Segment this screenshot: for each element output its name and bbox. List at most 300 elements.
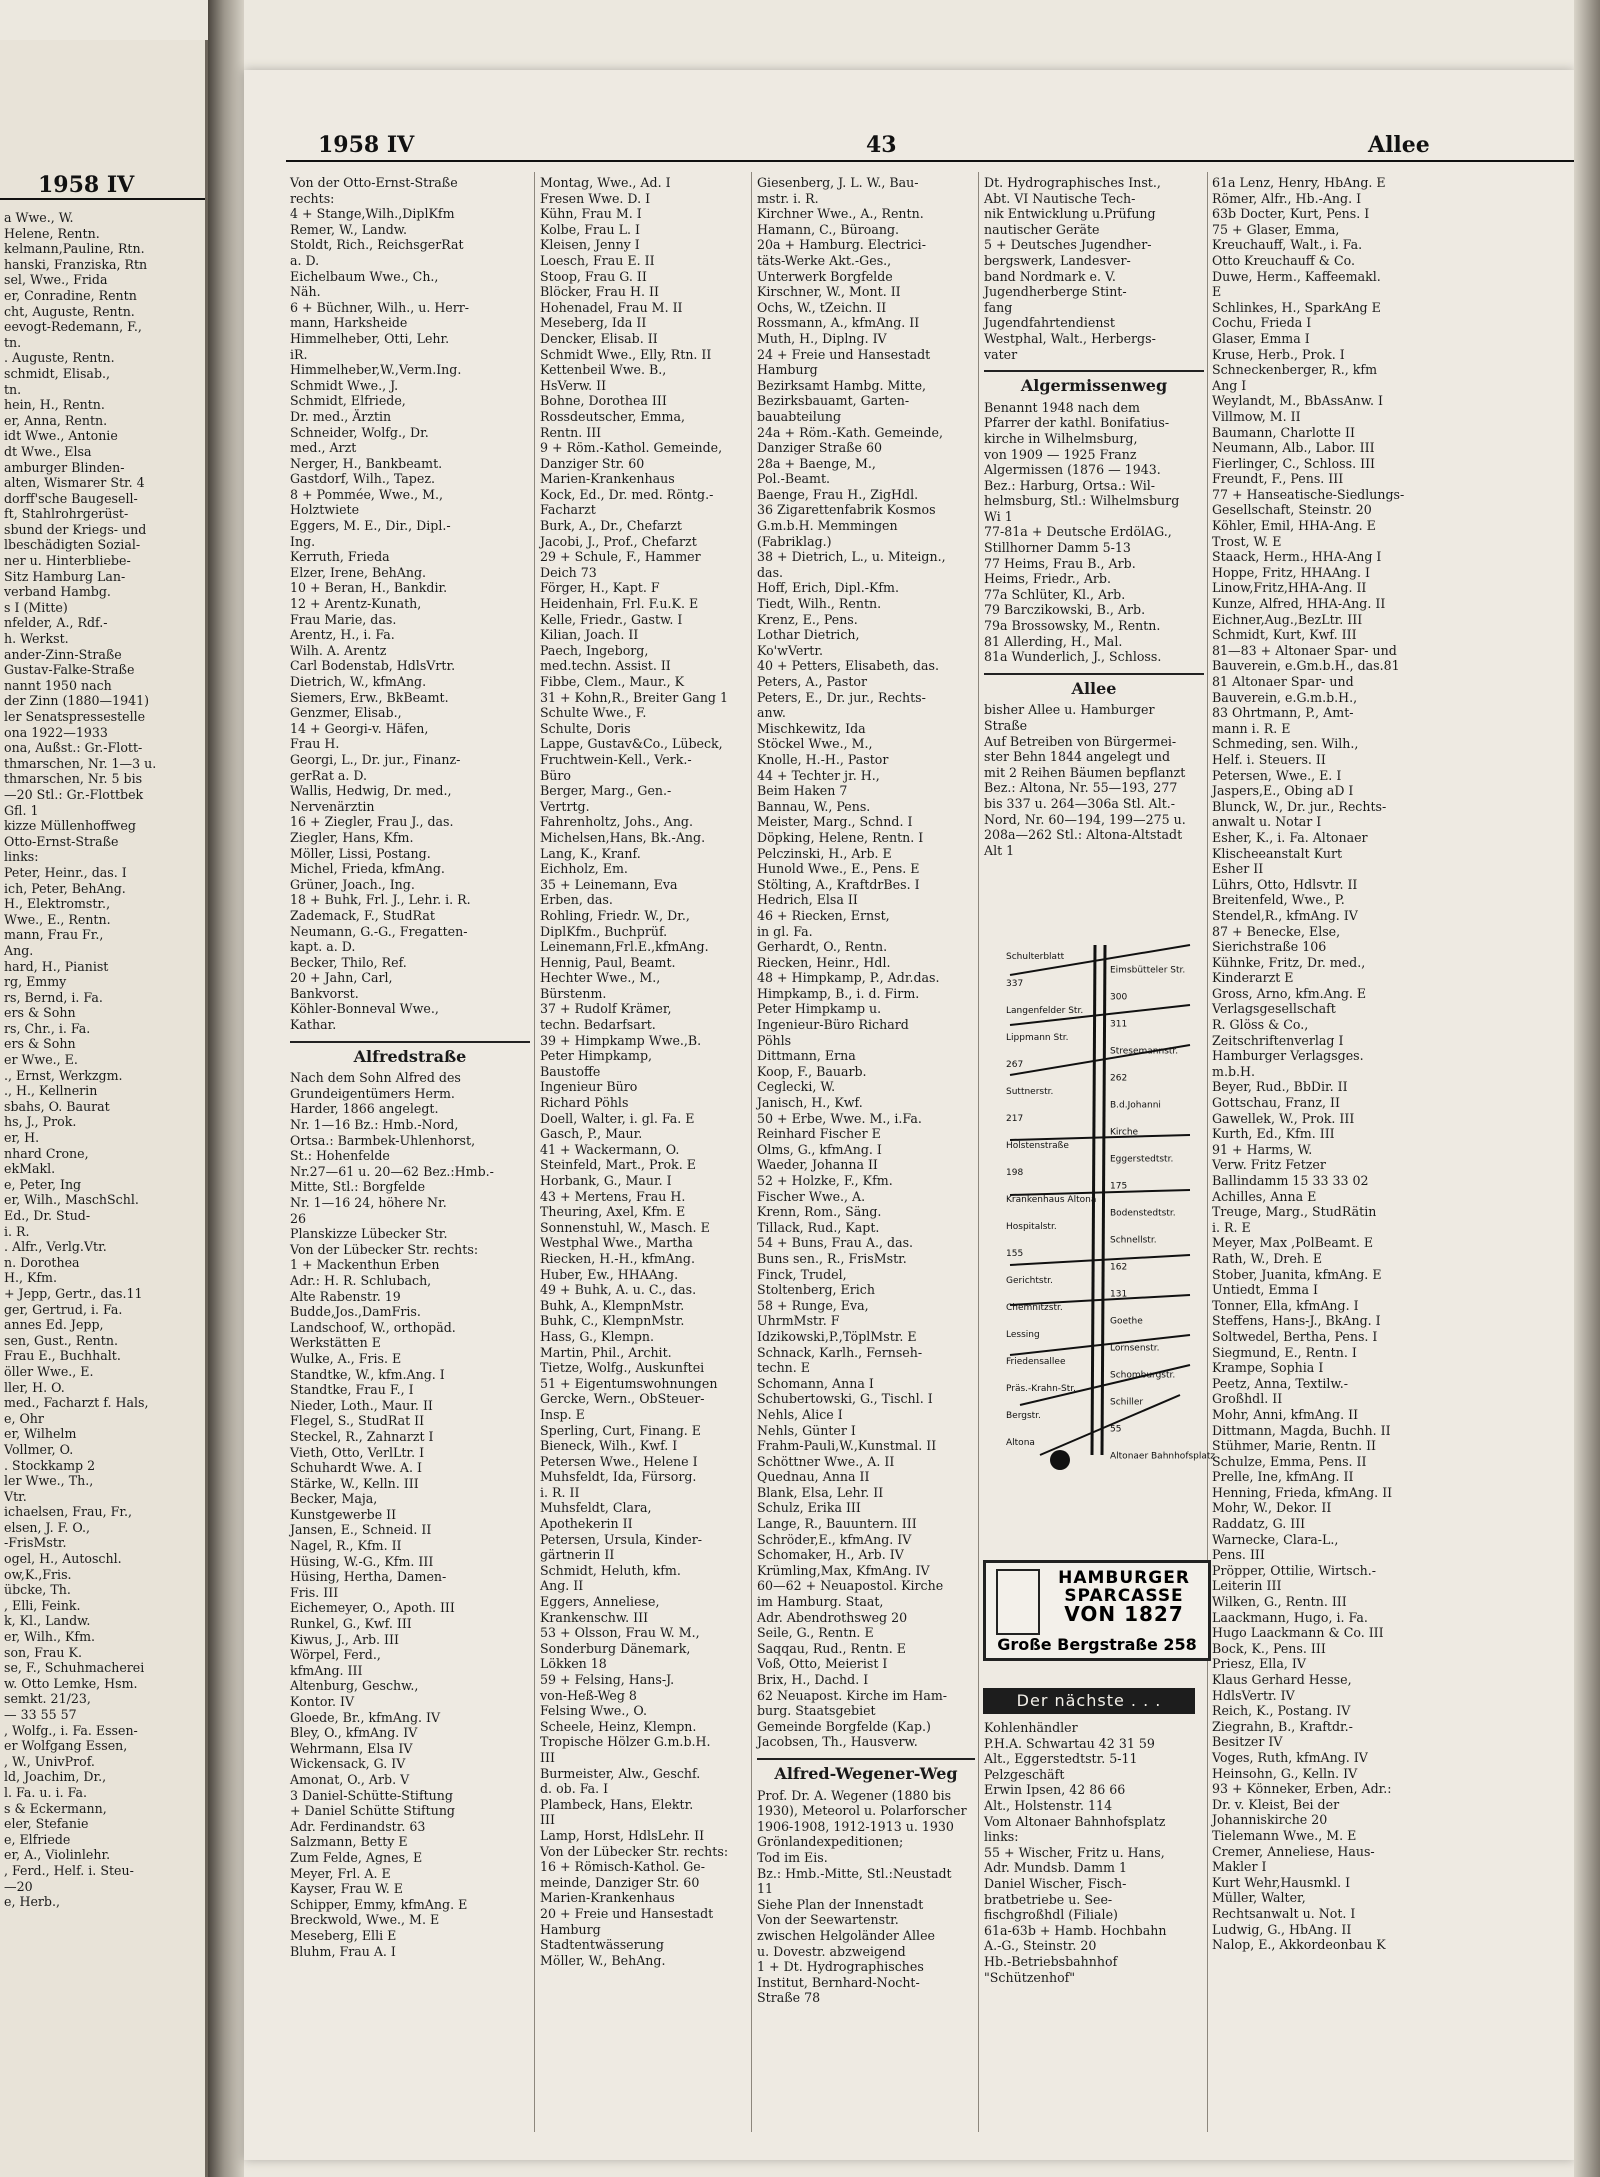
directory-entry: Gfl. 1	[4, 802, 39, 818]
directory-entry: Kruse, Herb., Prok. I	[1212, 346, 1345, 362]
directory-entry: Eichner,Aug.,BezLtr. III	[1212, 611, 1363, 627]
directory-entry: w. Otto Lemke, Hsm.	[4, 1675, 138, 1691]
directory-entry: übcke, Th.	[4, 1582, 71, 1598]
directory-entry: E	[1212, 284, 1222, 300]
directory-entry: , W., UnivProf.	[4, 1753, 95, 1769]
directory-entry: 81 Altonaer Spar- und	[1212, 674, 1354, 689]
map-label: 217	[1006, 1114, 1024, 1124]
directory-entry: 53 + Olsson, Frau W. M.,	[540, 1625, 700, 1641]
directory-entry: Hedrich, Elsa II	[757, 892, 858, 908]
directory-entry: Siegmund, E., Rentn. I	[1212, 1344, 1357, 1360]
directory-entry: Buns sen., R., FrisMstr.	[757, 1250, 907, 1266]
map-label: 262	[1110, 1073, 1128, 1084]
directory-entry: im Hamburg. Staat,	[757, 1594, 884, 1610]
directory-entry: Frau E., Buchhalt.	[4, 1348, 121, 1364]
directory-entry: Rohling, Friedr. W., Dr.,	[540, 907, 690, 923]
directory-entry: Warnecke, Clara-L.,	[1212, 1531, 1339, 1547]
directory-entry: 35 + Leinemann, Eva	[540, 876, 678, 892]
directory-entry: idt Wwe., Antonie	[4, 428, 118, 444]
directory-entry: mann, Harksheide	[290, 315, 408, 331]
directory-entry: Verlagsgesellschaft	[1212, 1001, 1336, 1017]
directory-entry: 1 + Mackenthun Erben	[290, 1257, 440, 1273]
sparkasse-advertisement	[983, 1560, 1211, 1661]
directory-entry: Henning, Frieda, kfmAng. II	[1212, 1484, 1393, 1500]
directory-entry: 77-81a + Deutsche ErdölAG.,	[984, 524, 1172, 540]
directory-entry: . Auguste, Rentn.	[4, 350, 115, 366]
directory-entry: Schneckenberger, R., kfm	[1212, 362, 1378, 378]
directory-entry: Planskizze Lübecker Str.	[290, 1226, 448, 1242]
directory-entry: Danziger Str. 60	[540, 455, 645, 471]
directory-entry: Wickensack, G. IV	[290, 1756, 406, 1772]
directory-entry: Nr. 1—16 Bz.: Hmb.-Nord,	[290, 1117, 459, 1133]
directory-entry: ekMakl.	[4, 1161, 56, 1177]
directory-entry: Müller, Walter,	[1212, 1890, 1306, 1906]
directory-entry: hs, J., Prok.	[4, 1114, 77, 1130]
directory-column-1	[290, 175, 530, 2115]
directory-entry: 46 + Riecken, Ernst,	[757, 907, 890, 923]
directory-entry: Sperling, Curt, Finang. E	[540, 1422, 701, 1438]
directory-entry: Bez.: Altona, Nr. 55—193, 277	[984, 780, 1178, 796]
directory-entry: meinde, Danziger Str. 60	[540, 1874, 700, 1890]
directory-entry: . Stockkamp 2	[4, 1457, 96, 1473]
directory-entry: Kayser, Frau W. E	[290, 1881, 403, 1897]
directory-entry: Tietze, Wolfg., Auskunftei	[540, 1360, 705, 1376]
directory-entry: Krankenschw. III	[540, 1609, 649, 1625]
directory-entry: 40 + Petters, Elisabeth, das.	[757, 658, 939, 674]
directory-entry: Peters, E., Dr. jur., Rechts-	[757, 689, 926, 705]
directory-entry: Heinsohn, G., Kelln. IV	[1212, 1765, 1358, 1781]
directory-entry: mstr. i. R.	[757, 190, 819, 206]
directory-entry: ., Ernst, Werkzgm.	[4, 1067, 123, 1083]
directory-entry: Ludwig, G., HbAng. II	[1212, 1921, 1352, 1937]
directory-entry: Hohenadel, Frau M. II	[540, 299, 683, 315]
directory-entry: Lappe, Gustav&Co., Lübeck,	[540, 736, 723, 752]
directory-entry: Prelle, Ine, kfmAng. II	[1212, 1469, 1354, 1485]
directory-entry: Nieder, Loth., Maur. II	[290, 1397, 433, 1413]
directory-entry: III	[540, 1749, 555, 1765]
directory-entry: er, Wilh., MaschSchl.	[4, 1192, 139, 1208]
directory-entry: s & Eckermann,	[4, 1800, 107, 1816]
directory-entry: 79 Barczikowski, B., Arb.	[984, 602, 1146, 618]
directory-entry: Ochs, W., tZeichn. II	[757, 299, 887, 315]
directory-entry: mann, Frau Fr.,	[4, 927, 104, 943]
directory-entry: Kreuchauff, Walt., i. Fa.	[1212, 237, 1363, 253]
left-page-column	[4, 210, 200, 2160]
directory-entry: -FrisMstr.	[4, 1535, 67, 1551]
directory-entry: Kurt Wehr,Hausmkl. I	[1212, 1874, 1351, 1890]
map-label: Bergstr.	[1006, 1411, 1041, 1421]
directory-entry: 14 + Georgi-v. Häfen,	[290, 720, 429, 736]
directory-entry: der Zinn (1880—1941)	[4, 693, 150, 709]
directory-entry: Burmeister, Alw., Geschf.	[540, 1765, 701, 1781]
directory-entry: 48 + Himpkamp, P., Adr.das.	[757, 970, 940, 986]
directory-entry: Jacobsen, Th., Hausverw.	[757, 1734, 918, 1750]
directory-entry: von-Heß-Weg 8	[540, 1687, 637, 1703]
directory-entry: Muhsfeldt, Clara,	[540, 1500, 652, 1516]
directory-entry: er Wolfgang Essen,	[4, 1738, 128, 1754]
directory-entry: Seile, G., Rentn. E	[757, 1625, 874, 1641]
directory-entry: Jaspers,E., Obing aD I	[1212, 783, 1354, 799]
directory-entry: kapt. a. D.	[290, 939, 356, 955]
directory-entry: Frau H.	[290, 736, 340, 752]
directory-entry: i. R. II	[540, 1484, 580, 1500]
directory-entry: Hüsing, W.-G., Kfm. III	[290, 1553, 434, 1569]
directory-entry: Lothar Dietrich,	[757, 627, 860, 643]
directory-entry: Stärke, W., Kelln. III	[290, 1475, 419, 1491]
directory-entry: Schomann, Anna I	[757, 1375, 874, 1391]
directory-entry: bauabteilung	[757, 408, 842, 424]
directory-entry: Facharzt	[540, 502, 596, 518]
directory-entry: Rossmann, A., kfmAng. II	[757, 315, 920, 331]
directory-entry: Algermissen (1876 — 1943.	[984, 462, 1161, 478]
directory-entry: Gerhardt, O., Rentn.	[757, 939, 888, 955]
directory-entry: Adr.: H. R. Schlubach,	[290, 1272, 432, 1288]
directory-entry: Muth, H., Diplng. IV	[757, 330, 887, 346]
directory-entry: Hunold Wwe., E., Pens. E	[757, 861, 920, 877]
directory-entry: Grundeigentümers Herm.	[290, 1085, 455, 1101]
directory-entry: Großhdl. II	[1212, 1391, 1283, 1407]
directory-entry: 1 + Dt. Hydrographisches	[757, 1959, 924, 1975]
directory-entry: Untiedt, Emma I	[1212, 1282, 1318, 1298]
directory-entry: Schipper, Emmy, kfmAng. E	[290, 1896, 468, 1912]
directory-entry: Neumann, G.-G., Fregatten-	[290, 923, 468, 939]
directory-entry: Daniel Wischer, Fisch-	[984, 1875, 1127, 1891]
column-rule	[751, 172, 752, 2132]
directory-entry: Loesch, Frau E. II	[540, 252, 655, 268]
map-label: Eggerstedtstr.	[1110, 1154, 1174, 1165]
map-label: Lessing	[1006, 1330, 1040, 1340]
directory-entry: Schubertowski, G., Tischl. I	[757, 1391, 933, 1407]
directory-entry: Krenz, E., Pens.	[757, 611, 858, 627]
directory-entry: Eggers, Anneliese,	[540, 1594, 660, 1610]
directory-entry: Hass, G., Klempn.	[540, 1328, 655, 1344]
directory-entry: bergswerk, Landesver-	[984, 252, 1131, 268]
directory-entry: Besitzer IV	[1212, 1734, 1283, 1750]
directory-entry: ichaelsen, Frau, Fr.,	[4, 1504, 132, 1520]
directory-entry: Wulke, A., Fris. E	[290, 1350, 402, 1366]
directory-entry: Weylandt, M., BbAssAnw. I	[1212, 393, 1383, 409]
directory-entry: Tillack, Rud., Kapt.	[757, 1219, 880, 1235]
map-label: Schnellstr.	[1110, 1235, 1157, 1246]
map-label: Stresemannstr.	[1110, 1046, 1179, 1057]
directory-entry: Nord, Nr. 60—194, 199—275 u.	[984, 811, 1186, 827]
directory-entry: Grönlandexpeditionen;	[757, 1834, 904, 1850]
directory-entry: Lang, K., Kranf.	[540, 845, 641, 861]
directory-entry: 39 + Himpkamp Wwe.,B.	[540, 1032, 702, 1048]
directory-entry: Ceglecki, W.	[757, 1079, 836, 1095]
directory-entry: Ingenieur Büro	[540, 1079, 638, 1095]
directory-entry: Möller, W., BehAng.	[540, 1952, 666, 1968]
directory-entry: Vom Altonaer Bahnhofsplatz	[984, 1813, 1166, 1829]
directory-entry: 26	[290, 1210, 307, 1226]
directory-entry: Kelle, Friedr., Gastw. I	[540, 611, 683, 627]
map-label: Schomburgstr.	[1110, 1370, 1176, 1381]
directory-entry: Runkel, G., Kwf. III	[290, 1616, 412, 1632]
directory-entry: Kohlenhändler	[984, 1720, 1078, 1735]
directory-entry: Schulze, Emma, Pens. II	[1212, 1453, 1367, 1469]
directory-entry: annes Ed. Jepp,	[4, 1317, 104, 1333]
directory-entry: 4 + Stange,Wilh.,DiplKfm	[290, 206, 455, 222]
directory-entry: III	[540, 1812, 555, 1828]
directory-entry: Otto-Ernst-Straße	[4, 833, 119, 849]
directory-entry: Von der Lübecker Str. rechts:	[540, 1843, 729, 1859]
map-label: Gerichtstr.	[1006, 1276, 1053, 1286]
map-label: Bodenstedtstr.	[1110, 1208, 1176, 1219]
directory-entry: Gloede, Br., kfmAng. IV	[290, 1709, 441, 1725]
map-label: 155	[1006, 1249, 1024, 1259]
directory-entry: Mitte, Stl.: Borgfelde	[290, 1179, 426, 1195]
directory-entry: elsen, J. F. O.,	[4, 1519, 90, 1535]
directory-entry: Fris. III	[290, 1584, 339, 1600]
directory-entry: dt Wwe., Elsa	[4, 443, 92, 459]
directory-entry: links:	[984, 1829, 1019, 1845]
directory-entry: Ziegrahn, B., Kraftdr.-	[1212, 1718, 1353, 1734]
directory-entry: er Wwe., E.	[4, 1052, 78, 1068]
directory-entry: Montag, Wwe., Ad. I	[540, 175, 671, 190]
directory-entry: Ingenieur-Büro Richard	[757, 1017, 909, 1033]
directory-entry: + Daniel Schütte Stiftung	[290, 1803, 455, 1819]
directory-entry: Salzmann, Betty E	[290, 1834, 408, 1850]
directory-entry: — 33 55 57	[4, 1707, 77, 1722]
directory-entry: Eichholz, Em.	[540, 861, 628, 877]
directory-entry: Nerger, H., Bankbeamt.	[290, 455, 443, 471]
directory-entry: eler, Stefanie	[4, 1816, 89, 1832]
directory-entry: Fibbe, Clem., Maur., K	[540, 674, 684, 689]
book-gutter	[208, 0, 244, 2177]
directory-entry: kirche in Wilhelmsburg,	[984, 430, 1138, 446]
directory-entry: Hamann, C., Büroang.	[757, 221, 900, 237]
directory-entry: Siemers, Erw., BkBeamt.	[290, 689, 449, 705]
directory-entry: er, A., Violinlehr.	[4, 1847, 111, 1863]
map-label: Schulterblatt	[1006, 952, 1065, 962]
directory-entry: Makler I	[1212, 1859, 1267, 1875]
directory-entry: Meseberg, Ida II	[540, 315, 647, 331]
directory-entry: Schomaker, H., Arb. IV	[757, 1547, 904, 1563]
directory-entry: Nalop, E., Akkordeonbau K	[1212, 1937, 1386, 1953]
directory-entry: Dr. med., Ärztin	[290, 408, 392, 424]
directory-entry: Kilian, Joach. II	[540, 627, 639, 643]
directory-entry: er, H.	[4, 1130, 40, 1146]
directory-entry: Achilles, Anna E	[1212, 1188, 1317, 1204]
left-page	[0, 40, 208, 2177]
directory-entry: Kunze, Alfred, HHA-Ang. II	[1212, 596, 1386, 612]
directory-entry: Brix, H., Dachd. I	[757, 1672, 869, 1687]
map-label: Hospitalstr.	[1006, 1222, 1057, 1232]
directory-entry: Meister, Marg., Schnd. I	[757, 814, 913, 830]
street-heading: Alfred-Wegener-Weg	[757, 1758, 975, 1782]
directory-entry: HsVerw. II	[540, 377, 607, 393]
directory-entry: Cremer, Anneliese, Haus-	[1212, 1843, 1375, 1859]
ad-line-2: SPARCASSE	[1064, 1586, 1184, 1606]
directory-entry: Tonner, Ella, kfmAng. I	[1212, 1297, 1359, 1313]
directory-entry: Bürstenm.	[540, 985, 607, 1001]
directory-entry: 5 + Deutsches Jugendher-	[984, 237, 1152, 253]
directory-entry: d. ob. Fa. I	[540, 1781, 609, 1797]
directory-entry: Peters, A., Pastor	[757, 674, 868, 689]
directory-entry: Buhk, A., KlempnMstr.	[540, 1297, 685, 1313]
directory-entry: Laackmann, Hugo, i. Fa.	[1212, 1609, 1368, 1625]
directory-entry: Becker, Thilo, Ref.	[290, 954, 407, 970]
directory-entry: Kirchner Wwe., A., Rentn.	[757, 206, 924, 222]
directory-entry: links:	[4, 849, 39, 865]
directory-entry: Ballindamm 15 33 33 02	[1212, 1173, 1369, 1188]
directory-entry: Freundt, F., Pens. III	[1212, 471, 1344, 487]
directory-entry: e, Herb.,	[4, 1894, 60, 1910]
directory-entry: Harder, 1866 angelegt.	[290, 1101, 439, 1117]
directory-entry: Hennig, Paul, Beamt.	[540, 954, 676, 970]
directory-entry: Klaus Gerhard Hesse,	[1212, 1672, 1352, 1687]
directory-entry: Baenge, Frau H., ZigHdl.	[757, 486, 919, 502]
directory-entry: Sonnenstuhl, W., Masch. E	[540, 1219, 710, 1235]
directory-entry: Paech, Ingeborg,	[540, 642, 649, 658]
directory-entry: Erben, das.	[540, 892, 613, 908]
directory-entry: Bezirksbauamt, Garten-	[757, 393, 910, 409]
directory-entry: Himpkamp, B., i. d. Firm.	[757, 985, 920, 1001]
column-rule	[534, 172, 535, 2132]
directory-entry: Otto Kreuchauff & Co.	[1212, 252, 1355, 268]
directory-entry: Esher II	[1212, 861, 1264, 877]
directory-entry: 58 + Runge, Eva,	[757, 1297, 869, 1313]
directory-entry: 29 + Schule, F., Hammer	[540, 549, 701, 565]
directory-entry: Baumann, Charlotte II	[1212, 424, 1355, 440]
directory-entry: Amonat, O., Arb. V	[290, 1771, 410, 1787]
directory-entry: Danziger Straße 60	[757, 440, 883, 456]
directory-entry: Kleisen, Jenny I	[540, 237, 640, 253]
map-label: Lornsenstr.	[1110, 1343, 1160, 1354]
ad-line-3: VON 1827	[1064, 1602, 1184, 1626]
directory-entry: Von der Seewartenstr.	[757, 1912, 899, 1928]
directory-entry: Erwin Ipsen, 42 86 66	[984, 1782, 1126, 1798]
directory-entry: Flegel, S., StudRat II	[290, 1413, 425, 1429]
directory-entry: Helf. i. Steuers. II	[1212, 751, 1326, 767]
directory-entry: Rossdeutscher, Emma,	[540, 408, 685, 424]
directory-entry: Rechtsanwalt u. Not. I	[1212, 1905, 1356, 1921]
directory-entry: H., Kfm.	[4, 1270, 58, 1286]
directory-entry: Bock, K., Pens. III	[1212, 1640, 1326, 1656]
directory-entry: Kurth, Ed., Kfm. III	[1212, 1126, 1335, 1142]
map-label: 267	[1006, 1060, 1024, 1070]
directory-entry: Blunck, W., Dr. jur., Rechts-	[1212, 798, 1387, 814]
directory-entry: ft, Stahlrohrgerüst-	[4, 506, 129, 522]
directory-entry: "Schützenhof"	[984, 1969, 1076, 1985]
directory-entry: 61a Lenz, Henry, HbAng. E	[1212, 175, 1386, 190]
directory-entry: Deich 73	[540, 564, 597, 580]
directory-entry: Staack, Herm., HHA-Ang I	[1212, 549, 1382, 565]
directory-entry: Fierlinger, C., Schloss. III	[1212, 455, 1376, 471]
directory-entry: Meyer, Max ,PolBeamt. E	[1212, 1235, 1374, 1251]
directory-entry: h. Werkst.	[4, 631, 69, 647]
directory-entry: —20	[4, 1878, 37, 1894]
directory-entry: Michelsen,Hans, Bk.-Ang.	[540, 829, 706, 845]
directory-entry: Helene, Rentn.	[4, 225, 100, 241]
directory-entry: Soltwedel, Bertha, Pens. I	[1212, 1328, 1378, 1344]
directory-entry: Nr. 1—16 24, höhere Nr.	[290, 1195, 447, 1210]
directory-entry: Kühnke, Fritz, Dr. med.,	[1212, 954, 1366, 970]
directory-entry: Eichelbaum Wwe., Ch.,	[290, 268, 439, 284]
directory-entry: Lamp, Horst, HdlsLehr. II	[540, 1827, 705, 1843]
directory-entry: Martin, Phil., Archit.	[540, 1344, 672, 1360]
directory-entry: iR.	[290, 346, 308, 362]
directory-column-2	[540, 175, 748, 2115]
directory-entry: Döpking, Helene, Rentn. I	[757, 829, 924, 845]
directory-entry: Finck, Trudel,	[757, 1266, 847, 1282]
directory-entry: Steinfeld, Mart., Prok. E	[540, 1157, 696, 1173]
directory-entry: se, F., Schuhmacherei	[4, 1660, 145, 1676]
directory-entry: Stendel,R., kfmAng. IV	[1212, 907, 1358, 923]
directory-entry: Auf Betreiben von Bürgermei-	[984, 733, 1177, 749]
directory-entry: Gross, Arno, kfm.Ang. E	[1212, 985, 1367, 1001]
directory-entry: Knolle, H.-H., Pastor	[757, 751, 889, 767]
directory-entry: Fischer Wwe., A.	[757, 1188, 866, 1204]
directory-entry: k, Kl., Landw.	[4, 1613, 91, 1629]
directory-entry: Stölting, A., KraftdrBes. I	[757, 876, 920, 892]
directory-entry: Pfarrer der kathl. Bonifatius-	[984, 415, 1170, 431]
directory-entry: 75 + Glaser, Emma,	[1212, 221, 1340, 237]
directory-entry: fischgroßhdl (Filiale)	[984, 1907, 1118, 1923]
directory-entry: Blank, Elsa, Lehr. II	[757, 1484, 884, 1500]
directory-entry: hard, H., Pianist	[4, 958, 109, 974]
directory-entry: 3 Daniel-Schütte-Stiftung	[290, 1787, 453, 1803]
directory-entry: 20 + Jahn, Carl,	[290, 970, 393, 986]
directory-entry: 87 + Benecke, Else,	[1212, 923, 1341, 939]
directory-entry: semkt. 21/23,	[4, 1691, 91, 1707]
directory-entry: Sitz Hamburg Lan-	[4, 568, 126, 584]
directory-entry: Pröpper, Ottilie, Wirtsch.-	[1212, 1562, 1377, 1578]
directory-entry: Hechter Wwe., M.,	[540, 970, 661, 986]
directory-entry: Dittmann, Erna	[757, 1048, 856, 1064]
directory-entry: 49 + Buhk, A. u. C., das.	[540, 1282, 697, 1298]
directory-entry: 10 + Beran, H., Bankdir.	[290, 580, 448, 596]
directory-entry: Alt., Eggerstedtstr. 5-11	[984, 1751, 1138, 1767]
directory-entry: Bley, O., kfmAng. IV	[290, 1725, 418, 1741]
directory-entry: verband Hambg.	[4, 584, 111, 600]
directory-entry: UhrmMstr. F	[757, 1313, 840, 1329]
directory-entry: helmsburg, Stl.: Wilhelmsburg	[984, 493, 1180, 509]
directory-entry: Tod im Eis.	[757, 1849, 828, 1865]
directory-entry: 8 + Pommée, Wwe., M.,	[290, 486, 444, 502]
directory-entry: Hüsing, Hertha, Damen-	[290, 1569, 447, 1585]
directory-entry: 93 + Könneker, Erben, Adr.:	[1212, 1781, 1392, 1797]
directory-entry: Insp. E	[540, 1406, 585, 1422]
directory-entry: Neumann, Alb., Labor. III	[1212, 440, 1375, 456]
map-label: Altonaer Bahnhofsplatz	[1110, 1451, 1216, 1462]
directory-entry: + Jepp, Gertr., das.11	[4, 1285, 143, 1301]
directory-entry: 91 + Harms, W.	[1212, 1141, 1313, 1157]
directory-entry: Krenn, Rom., Säng.	[757, 1204, 882, 1220]
directory-entry: 208a—262 Stl.: Altona-Altstadt	[984, 827, 1183, 843]
directory-entry: Fresen Wwe. D. I	[540, 190, 651, 206]
directory-entry: med., Facharzt f. Hals,	[4, 1395, 149, 1411]
map-label: Langenfelder Str.	[1006, 1006, 1084, 1016]
directory-entry: kfmAng. III	[290, 1662, 363, 1678]
directory-entry: Petersen, Wwe., E. I	[1212, 767, 1342, 783]
directory-entry: er, Wilh., Kfm.	[4, 1629, 96, 1645]
map-label: Friedensallee	[1006, 1357, 1066, 1367]
directory-entry: 37 + Rudolf Krämer,	[540, 1001, 672, 1017]
directory-entry: 31 + Kohn,R., Breiter Gang 1	[540, 689, 729, 705]
directory-entry: P.H.A. Schwartau 42 31 59	[984, 1735, 1155, 1751]
directory-entry: Bez.: Harburg, Ortsa.: Wil-	[984, 477, 1156, 493]
directory-entry: ., H., Kellnerin	[4, 1083, 98, 1099]
directory-entry: bis 337 u. 264—306a Stl. Alt.-	[984, 795, 1176, 811]
directory-entry: Abt. VI Nautische Tech-	[984, 190, 1136, 206]
directory-entry: anw.	[757, 705, 786, 721]
directory-entry: Schmidt, Heluth, kfm.	[540, 1562, 681, 1578]
directory-entry: Landschoof, W., orthopäd.	[290, 1319, 456, 1335]
directory-entry: (Fabriklag.)	[757, 533, 832, 549]
directory-entry: i. R.	[4, 1223, 30, 1239]
directory-entry: rs, Bernd, i. Fa.	[4, 989, 103, 1005]
